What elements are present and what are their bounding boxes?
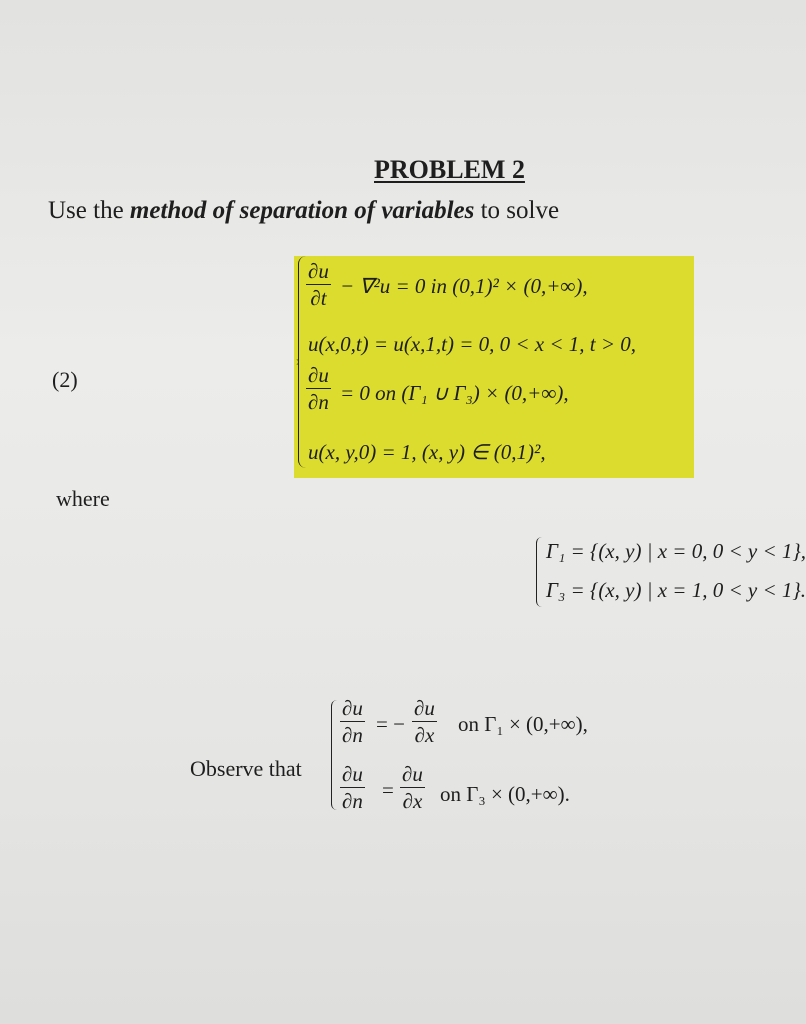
frac-bar <box>400 787 425 788</box>
frac-denominator: ∂n <box>308 390 329 415</box>
observe-condition-1: on Γ₁ × (0,+∞), <box>458 712 588 736</box>
system-line-3: = 0 on (Γ₁ ∪ Γ₃) × (0,+∞), <box>340 381 569 405</box>
frac-numerator: ∂u <box>342 696 363 720</box>
frac-numerator: ∂u <box>308 363 329 387</box>
frac-numerator: ∂u <box>308 259 329 283</box>
page-title: PROBLEM 2 <box>374 155 525 184</box>
frac-bar <box>306 388 331 389</box>
du-dn-fraction <box>340 697 365 746</box>
frac-denominator: ∂n <box>342 789 363 814</box>
frac-bar <box>412 721 437 722</box>
intro-emphasis: method of separation of variables <box>129 197 475 224</box>
frac-denominator: ∂n <box>342 723 363 748</box>
frac-numerator: ∂u <box>342 762 363 786</box>
where-label: where <box>56 486 110 511</box>
frac-bar <box>306 284 331 285</box>
system-line-1: − ∇²u = 0 in (0,1)² × (0,+∞), <box>340 274 588 298</box>
du-dt-fraction <box>306 260 331 309</box>
frac-denominator: ∂t <box>310 286 327 311</box>
frac-denominator: ∂x <box>402 789 423 814</box>
observe-brace <box>331 700 340 810</box>
equation-label: (2) <box>52 367 78 392</box>
du-dx-fraction <box>400 763 425 812</box>
intro-suffix: to solve <box>474 197 560 224</box>
gamma-3-definition: Γ₃ = {(x, y) | x = 1, 0 < y < 1}. <box>546 578 806 602</box>
observe-eq-2: = <box>382 778 394 802</box>
frac-denominator: ∂x <box>414 723 435 748</box>
problem-intro <box>48 197 559 225</box>
frac-bar <box>340 721 365 722</box>
frac-bar <box>340 787 365 788</box>
observe-eq-1: = − <box>376 712 405 736</box>
du-dx-fraction <box>412 697 437 746</box>
intro-prefix: Use the <box>48 197 130 224</box>
gamma-brace <box>536 537 545 607</box>
observe-label: Observe that <box>190 756 302 781</box>
frac-numerator: ∂u <box>402 762 423 786</box>
du-dn-fraction <box>306 364 331 413</box>
system-line-4: u(x, y,0) = 1, (x, y) ∈ (0,1)², <box>308 440 546 464</box>
du-dn-fraction <box>340 763 365 812</box>
observe-condition-2: on Γ₃ × (0,+∞). <box>440 782 570 806</box>
system-line-2: u(x,0,t) = u(x,1,t) = 0, 0 < x < 1, t > 0, <box>308 332 637 356</box>
frac-numerator: ∂u <box>414 696 435 720</box>
gamma-1-definition: Γ₁ = {(x, y) | x = 0, 0 < y < 1}, <box>546 539 806 563</box>
